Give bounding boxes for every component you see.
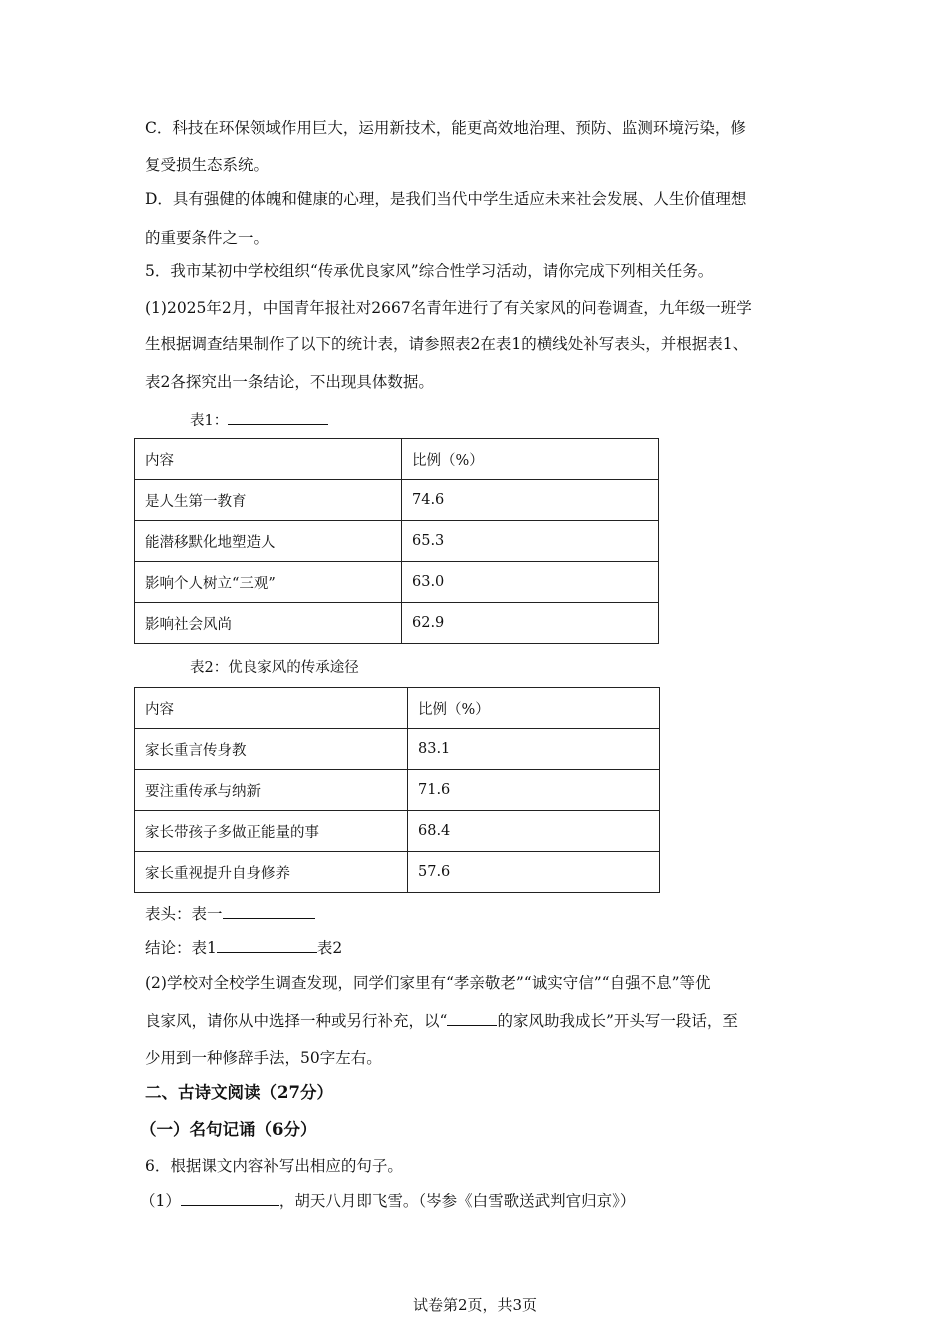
question-5-2-line3: 少用到一种修辞手法，50字左右。 (145, 1049, 382, 1067)
table-row (135, 480, 659, 521)
table1 (134, 438, 659, 644)
table2-header-content: 内容 (135, 688, 408, 729)
table-cell: 62.9 (402, 603, 659, 644)
table-cell: 家长带孩子多做正能量的事 (135, 811, 408, 852)
table1-header-content: 内容 (135, 439, 402, 480)
table-row (135, 811, 660, 852)
table-row (135, 521, 659, 562)
question-5-1-line2: 生根据调查结果制作了以下的统计表，请参照表2在表1的横线处补写表头，并根据表1、 (145, 335, 749, 353)
table-cell: 65.3 (402, 521, 659, 562)
table-row (135, 603, 659, 644)
question-5-2-line2 (145, 1011, 738, 1031)
table-cell: 71.6 (408, 770, 660, 811)
question-6: 6．根据课文内容补写出相应的句子。 (145, 1157, 403, 1175)
question-5-1-line1: (1)2025年2月，中国青年报社对2667名青年进行了有关家风的问卷调查，九年级一班学 (145, 299, 752, 317)
section-2-subtitle: （一）名句记诵（6分） (140, 1120, 317, 1139)
table1-caption-text: 表1： (190, 413, 229, 429)
table-row (135, 770, 660, 811)
conclusion-table2: 表2 (316, 939, 343, 957)
conclusion-label: 结论：表1 (145, 939, 217, 957)
table1-caption (190, 409, 328, 430)
question-6-1-text: ，胡天八月即飞雪。（岑参《白雪歌送武判官归京》） (278, 1192, 636, 1210)
table-row (135, 688, 660, 729)
header-answer-line (145, 904, 315, 924)
question-6-1-blank (181, 1191, 279, 1206)
option-d-line1: D．具有强健的体魄和健康的心理，是我们当代中学生适应未来社会发展、人生价值理想 (145, 190, 747, 208)
table2 (134, 687, 660, 893)
conclusion-line (145, 938, 342, 958)
question-5-2-text-b: 的家风助我成长”开头写一段话，至 (497, 1012, 738, 1030)
option-c-line1: C．科技在环保领域作用巨大，运用新技术，能更高效地治理、预防、监测环境污染，修 (145, 119, 746, 137)
question-5-2-text-a: 良家风，请你从中选择一种或另行补充，以“ (145, 1012, 448, 1030)
question-5-1-line3: 表2各探究出一条结论，不出现具体数据。 (145, 373, 434, 391)
table2-header-ratio: 比例（%） (408, 688, 660, 729)
question-5: 5．我市某初中学校组织“传承优良家风”综合性学习活动，请你完成下列相关任务。 (145, 262, 714, 280)
table-cell: 63.0 (402, 562, 659, 603)
question-6-1-number: （1） (140, 1192, 181, 1210)
table2-caption: 表2：优良家风的传承途径 (190, 660, 359, 676)
table-cell: 能潜移默化地塑造人 (135, 521, 402, 562)
table-cell: 74.6 (402, 480, 659, 521)
table-row (135, 729, 660, 770)
table-row (135, 562, 659, 603)
table-cell: 家长重言传身教 (135, 729, 408, 770)
table1-header-ratio: 比例（%） (402, 439, 659, 480)
table-cell: 83.1 (408, 729, 660, 770)
table-cell: 要注重传承与纳新 (135, 770, 408, 811)
option-d-line2: 的重要条件之一。 (145, 229, 270, 247)
table-cell: 57.6 (408, 852, 660, 893)
table-row (135, 439, 659, 480)
table-row (135, 852, 660, 893)
table1-caption-blank (228, 410, 328, 425)
table-cell: 68.4 (408, 811, 660, 852)
option-c-line2: 复受损生态系统。 (145, 156, 270, 174)
page-footer: 试卷第2页，共3页 (412, 1296, 538, 1314)
conclusion-blank (217, 938, 317, 953)
table-cell: 影响个人树立“三观” (135, 562, 402, 603)
table-cell: 家长重视提升自身修养 (135, 852, 408, 893)
table-cell: 是人生第一教育 (135, 480, 402, 521)
section-2-title: 二、古诗文阅读（27分） (145, 1083, 333, 1102)
question-6-1 (140, 1191, 635, 1211)
question-5-2-line1: (2)学校对全校学生调查发现，同学们家里有“孝亲敬老”“诚实守信”“自强不息”等优 (145, 974, 711, 992)
header-answer-blank (223, 904, 315, 919)
table-cell: 影响社会风尚 (135, 603, 402, 644)
header-answer-label: 表头：表一 (145, 905, 223, 923)
question-5-2-blank (447, 1011, 497, 1026)
